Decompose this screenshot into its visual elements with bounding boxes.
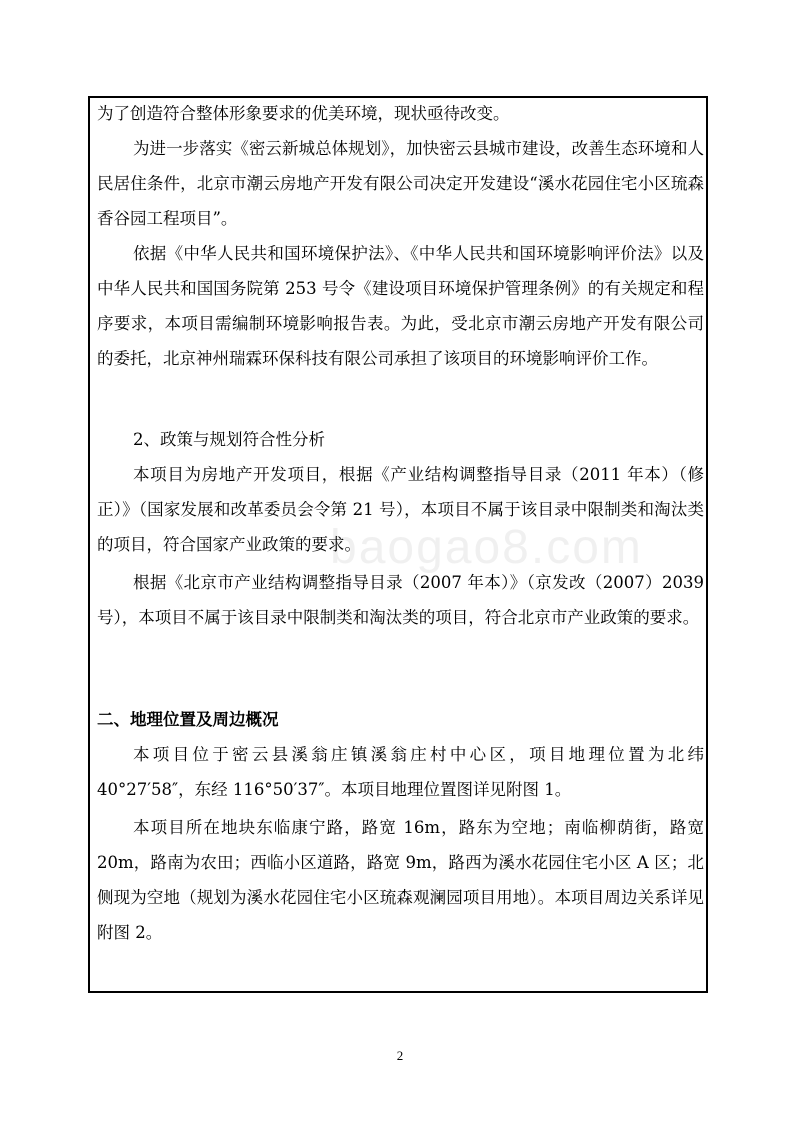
section-heading: 二、地理位置及周边概况 — [97, 710, 279, 729]
paragraph-1: 为了创造符合整体形象要求的优美环境，现状亟待改变。 — [97, 104, 510, 123]
page-number: 2 — [396, 1048, 404, 1063]
paragraph-6: 根据《北京市产业结构调整指导目录（2007 年本）》（京发改（2007）2039 号），本项目不属于该目录中限制类和淘汰类的项目，符合北京市产业政策的要求。 — [97, 573, 704, 627]
watermark: baogao8.com — [330, 521, 643, 574]
paragraph-7: 本项目位于密云县溪翁庄镇溪翁庄村中心区，项目地理位置为北纬 40°27′58″，东经 116°50′37″。本项目地理位置图详见附图 1。 — [97, 745, 704, 799]
subsection-heading: 2、政策与规划符合性分析 — [133, 430, 325, 449]
paragraph-5: 本项目为房地产开发项目，根据《产业结构调整指导目录（2011 年本）（修正）》（国家发展和改革委员会令第 21 号），本项目不属于该目录中限制类和淘汰类的项目，符合国家产业政策的要求。 — [97, 465, 704, 554]
paragraph-2: 为进一步落实《密云新城总体规划》，加快密云县城市建设，改善生态环境和人民居住条件，北京市潮云房地产开发有限公司决定开发建设“溪水花园住宅小区琉森香谷园工程项目”。 — [97, 139, 704, 228]
paragraph-3: 依据《中华人民共和国环境保护法》、《中华人民共和国环境影响评价法》以及中华人民共和国国务院第 253 号令《建设项目环境保护管理条例》的有关规定和程序要求，本项目需编制环境影响报告表。为此，受北京市潮云房地产开发有限公司的委托，北京神州瑞霖环保科技有限公司承担了该项目的环境影响评价工作。 — [97, 244, 704, 368]
paragraph-8: 本项目所在地块东临康宁路，路宽 16m，路东为空地；南临柳荫街，路宽 20m，路南为农田；西临小区道路，路宽 9m，路西为溪水花园住宅小区 A 区；北侧现为空地（规划为溪水花园住宅小区琉森观澜园项目用地）。本项目周边关系详见附图 2。 — [97, 818, 704, 942]
